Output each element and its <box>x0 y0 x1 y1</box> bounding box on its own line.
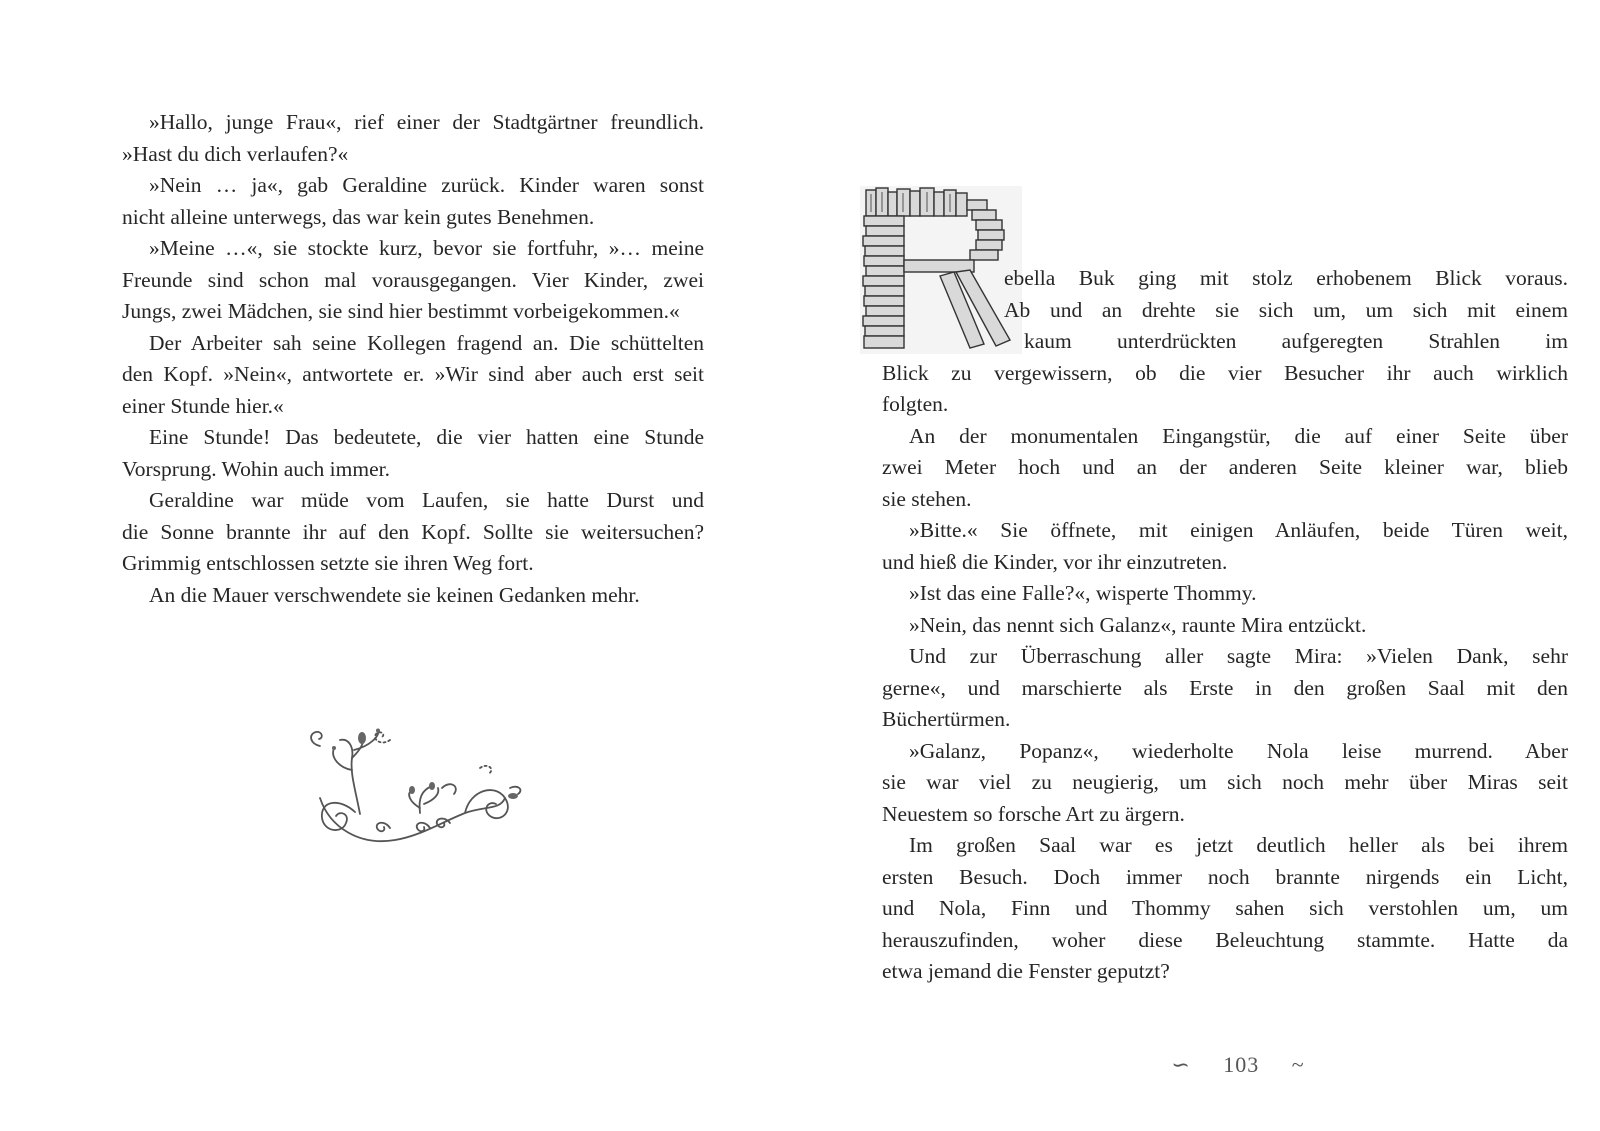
text-line: Grimmig entschlossen setzte sie ihren Weg fort. <box>122 551 534 575</box>
text-line: »Bitte.« Sie öffnete, mit einigen Anläufen, beide Türen weit, <box>909 518 1568 542</box>
text-line: sie war viel zu neugierig, um sich noch mehr über Miras seit <box>882 770 1568 794</box>
left-page-text <box>122 107 704 611</box>
text-line: zwei Meter hoch und an der anderen Seite kleiner war, blieb <box>882 455 1568 479</box>
text-line: herauszufinden, woher diese Beleuchtung stammte. Hatte da <box>882 927 1568 952</box>
text-line: Ab und an drehte sie sich um, um sich mit einem <box>1004 297 1568 322</box>
text-line: Der Arbeiter sah seine Kollegen fragend an. Die schüttelten <box>149 330 704 355</box>
text-line: »Nein … ja«, gab Geraldine zurück. Kinder waren sonst <box>149 173 704 197</box>
text-line: »Hast du dich verlaufen?« <box>122 141 349 166</box>
text-line: den Kopf. »Nein«, antwortete er. »Wir sind aber auch erst seit <box>122 362 704 386</box>
text-line: Blick zu vergewissern, ob die vier Besucher ihr auch wirklich <box>882 360 1568 385</box>
page-number-left-ornament: ∽ <box>1171 1052 1191 1077</box>
text-line: gerne«, und marschierte als Erste in den großen Saal mit den <box>882 675 1568 700</box>
text-line: Jungs, zwei Mädchen, sie sind hier bestimmt vorbeigekommen.« <box>122 299 680 323</box>
text-line: An die Mauer verschwendete sie keinen Gedanken mehr. <box>149 582 640 607</box>
text-line: folgten. <box>882 392 949 416</box>
page-number-footer <box>1150 1052 1326 1078</box>
floral-swirl-ornament <box>300 728 540 868</box>
text-line: Freunde sind schon mal vorausgegangen. Vier Kinder, zwei <box>122 267 704 292</box>
text-line: »Galanz, Popanz«, wiederholte Nola leise murrend. Aber <box>909 738 1568 763</box>
text-line: ebella Buk ging mit stolz erhobenem Blick voraus. <box>1004 266 1568 290</box>
page-number: 103 <box>1223 1052 1260 1077</box>
text-line: »Meine …«, sie stockte kurz, bevor sie fortfuhr, »… meine <box>149 236 704 260</box>
text-line: die Sonne brannte ihr auf den Kopf. Sollte sie weitersuchen? <box>122 519 704 544</box>
text-line: nicht alleine unterwegs, das war kein gutes Benehmen. <box>122 204 595 229</box>
text-line: An der monumentalen Eingangstür, die auf einer Seite über <box>909 423 1568 448</box>
text-line: und hieß die Kinder, vor ihr einzutreten. <box>882 549 1228 574</box>
right-page <box>800 0 1600 1131</box>
text-line: und Nola, Finn und Thommy sahen sich verstohlen um, um <box>882 896 1568 920</box>
text-line: Neuestem so forsche Art zu ärgern. <box>882 801 1185 826</box>
text-line: Vorsprung. Wohin auch immer. <box>122 456 390 481</box>
text-line: »Ist das eine Falle?«, wisperte Thommy. <box>909 581 1257 605</box>
text-line: ersten Besuch. Doch immer noch brannte nirgends ein Licht, <box>882 864 1568 889</box>
right-page-text <box>882 263 1568 988</box>
text-line: kaum unterdrückten aufgeregten Strahlen im <box>1024 329 1568 353</box>
text-line: einer Stunde hier.« <box>122 393 284 418</box>
text-line: sie stehen. <box>882 486 972 511</box>
text-line: »Nein, das nennt sich Galanz«, raunte Mira entzückt. <box>909 612 1367 637</box>
text-line: Eine Stunde! Das bedeutete, die vier hatten eine Stunde <box>149 425 704 449</box>
text-line: »Hallo, junge Frau«, rief einer der Stadtgärtner freundlich. <box>149 110 704 134</box>
text-line: Im großen Saal war es jetzt deutlich heller als bei ihrem <box>909 833 1568 857</box>
text-line: etwa jemand die Fenster geputzt? <box>882 959 1170 983</box>
page-number-right-ornament: ~ <box>1291 1052 1305 1077</box>
text-line: Geraldine war müde vom Laufen, sie hatte Durst und <box>149 488 704 512</box>
text-line: Büchertürmen. <box>882 707 1011 731</box>
text-line: Und zur Überraschung aller sagte Mira: »Vielen Dank, sehr <box>909 644 1568 668</box>
